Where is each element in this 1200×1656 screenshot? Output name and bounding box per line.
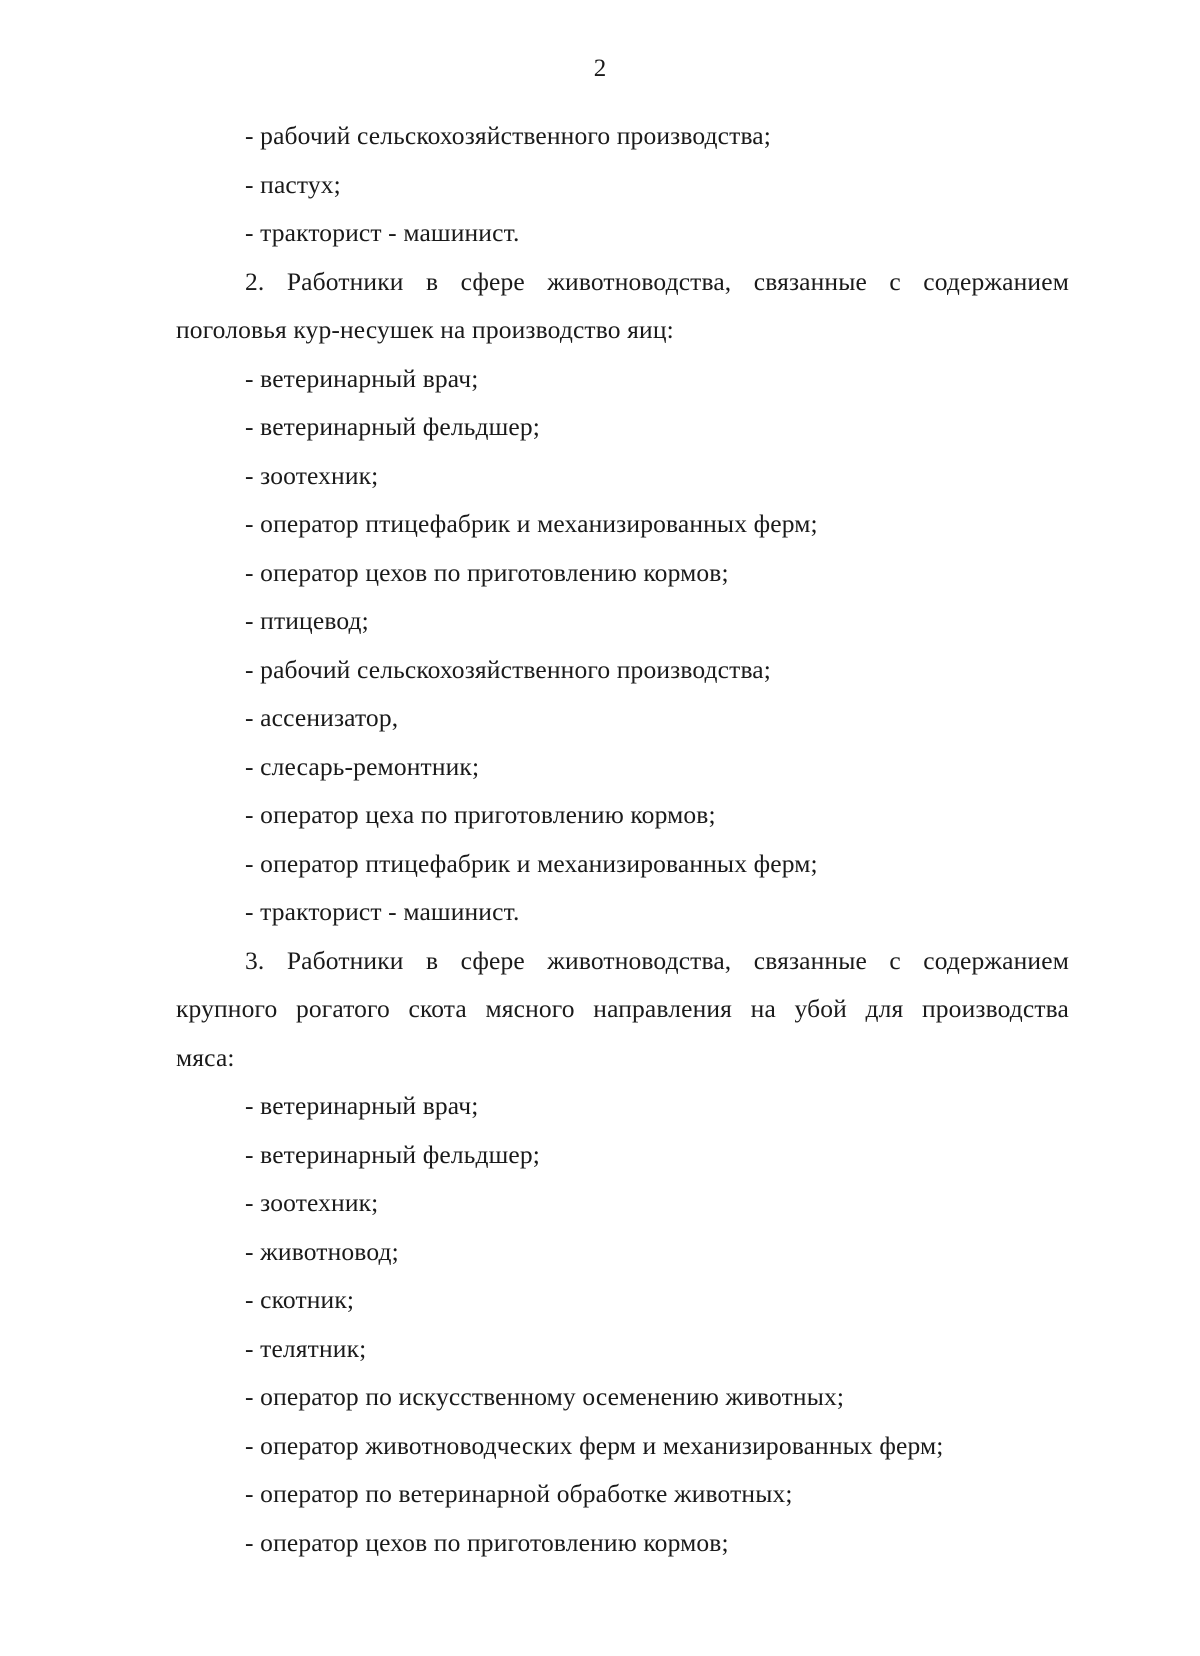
list-item: - оператор цеха по приготовлению кормов; (245, 800, 716, 829)
list-item: - оператор цехов по приготовлению кормов; (245, 1527, 729, 1557)
list-item: - оператор по искусственному осеменению животных; (245, 1382, 845, 1411)
list-item: - ветеринарный фельдшер; (245, 1139, 541, 1169)
list-item: - тракторист - машинист. (245, 897, 520, 926)
list-item: - ветеринарный врач; (245, 1091, 479, 1120)
list-item: - пастух; (245, 169, 341, 199)
list-item: - зоотехник; (245, 460, 379, 490)
list-item: - слесарь-ремонтник; (245, 751, 480, 781)
list-item: - рабочий сельскохозяйственного производства; (245, 654, 772, 684)
list-item: - ветеринарный врач; (245, 363, 479, 393)
page-number: 2 (593, 55, 607, 82)
paragraph-continuation-line: мяса: (176, 1042, 235, 1072)
list-item: - оператор цехов по приготовлению кормов; (245, 557, 729, 587)
list-item: - зоотехник; (245, 1188, 379, 1217)
paragraph-heading-line: 2. Работники в сфере животноводства, связанные с содержанием (245, 266, 1069, 296)
paragraph-heading-line: 3. Работники в сфере животноводства, связанные с содержанием (245, 945, 1069, 975)
list-item: - рабочий сельскохозяйственного производства; (245, 121, 772, 150)
list-item: - тракторист - машинист. (245, 218, 520, 247)
list-item: - животновод; (245, 1236, 399, 1266)
list-item: - скотник; (245, 1285, 355, 1314)
list-item: - оператор животноводческих ферм и механизированных ферм; (245, 1430, 944, 1460)
document-body (176, 112, 1069, 1567)
paragraph-continuation-line: поголовья кур-несушек на производство яиц: (176, 315, 674, 344)
paragraph-continuation-line: крупного рогатого скота мясного направления на убой для производства (176, 994, 1069, 1023)
list-item: - оператор по ветеринарной обработке животных; (245, 1479, 793, 1508)
list-item: - телятник; (245, 1333, 367, 1363)
list-item: - оператор птицефабрик и механизированных ферм; (245, 509, 818, 538)
list-item: - ветеринарный фельдшер; (245, 412, 541, 441)
list-item: - оператор птицефабрик и механизированных ферм; (245, 848, 818, 878)
list-item: - птицевод; (245, 606, 369, 635)
list-item: - ассенизатор, (245, 703, 399, 732)
